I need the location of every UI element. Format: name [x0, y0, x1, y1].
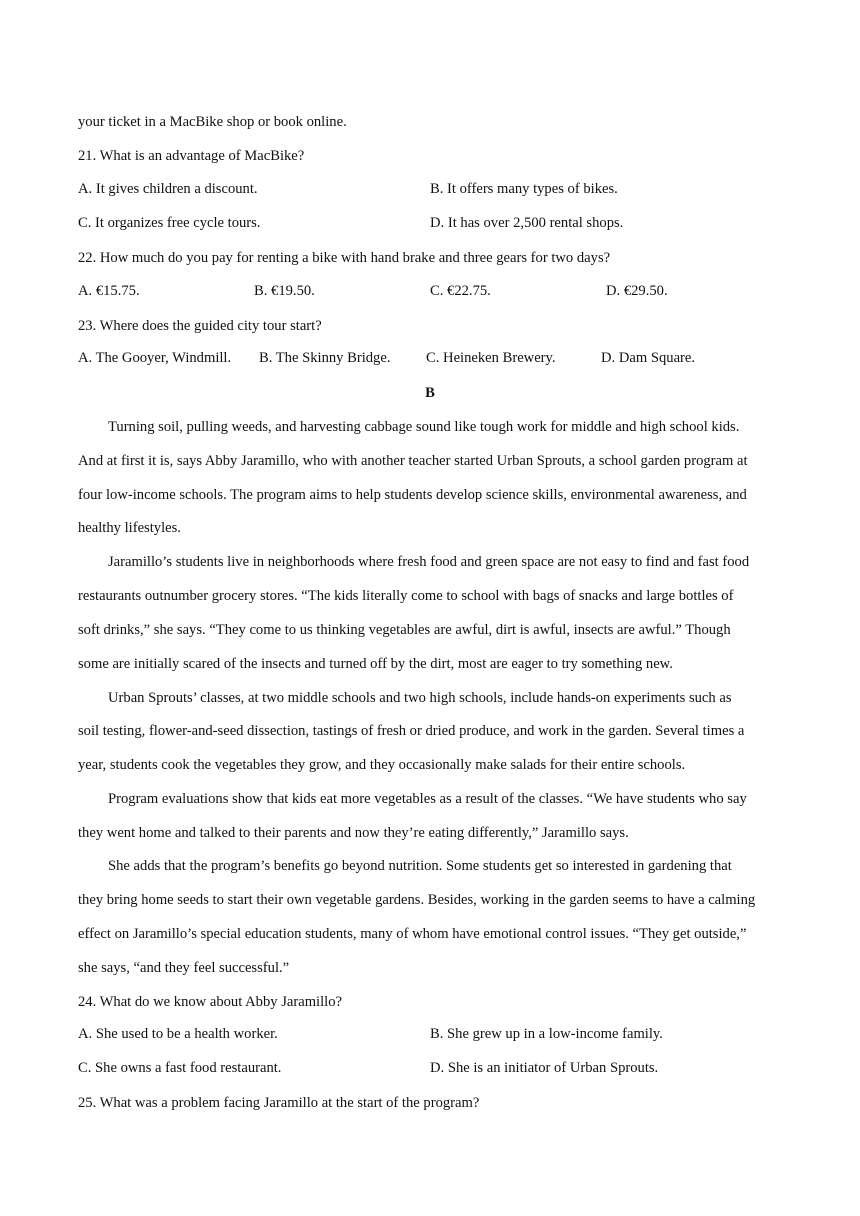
paragraph-line: restaurants outnumber grocery stores. “The kids literally come to school with bags of snacks and large bottles of: [78, 588, 734, 604]
q24-option-c: C. She owns a fast food restaurant.: [78, 1060, 282, 1076]
question-22: 22. How much do you pay for renting a bike with hand brake and three gears for two days?: [78, 250, 611, 266]
paragraph-line: four low-income schools. The program aims to help students develop science skills, environmental awareness, and: [78, 487, 747, 503]
paragraph-line: they bring home seeds to start their own vegetable gardens. Besides, working in the garden seems to have a calming: [78, 892, 756, 908]
q21-option-c: C. It organizes free cycle tours.: [78, 215, 261, 231]
q22-option-c: C. €22.75.: [430, 283, 491, 299]
paragraph-line: She adds that the program’s benefits go beyond nutrition. Some students get so interested in gardening that: [108, 858, 732, 874]
q22-option-b: B. €19.50.: [254, 283, 315, 299]
paragraph-line: effect on Jaramillo’s special education students, many of whom have emotional control issues. “They get outside,”: [78, 926, 747, 942]
q24-option-a: A. She used to be a health worker.: [78, 1026, 278, 1042]
q22-option-a: A. €15.75.: [78, 283, 140, 299]
paragraph-line: they went home and talked to their parents and now they’re eating differently,” Jaramillo says.: [78, 825, 629, 841]
paragraph-line: Jaramillo’s students live in neighborhoods where fresh food and green space are not easy to find and fast food: [108, 554, 750, 570]
paragraph-line: healthy lifestyles.: [78, 520, 181, 536]
paragraph-line: she says, “and they feel successful.”: [78, 960, 290, 976]
question-24: 24. What do we know about Abby Jaramillo?: [78, 994, 342, 1010]
q24-option-d: D. She is an initiator of Urban Sprouts.: [430, 1060, 659, 1076]
paragraph-line: soft drinks,” she says. “They come to us thinking vegetables are awful, dirt is awful, insects are awful.” Though: [78, 622, 731, 638]
question-25: 25. What was a problem facing Jaramillo at the start of the program?: [78, 1095, 480, 1111]
q24-option-b: B. She grew up in a low-income family.: [430, 1026, 663, 1042]
passage-continuation-line: your ticket in a MacBike shop or book online.: [78, 114, 347, 130]
paragraph-line: And at first it is, says Abby Jaramillo, who with another teacher started Urban Sprouts, a school garden program at: [78, 453, 748, 469]
q21-option-a: A. It gives children a discount.: [78, 181, 258, 197]
paragraph-line: Program evaluations show that kids eat more vegetables as a result of the classes. “We have students who say: [108, 791, 747, 807]
paragraph-line: Urban Sprouts’ classes, at two middle schools and two high schools, include hands-on experiments such as: [108, 690, 732, 706]
paragraph-line: some are initially scared of the insects and turned off by the dirt, most are eager to try something new.: [78, 656, 673, 672]
section-heading: B: [425, 385, 435, 401]
q23-option-a: A. The Gooyer, Windmill.: [78, 350, 232, 366]
question-23: 23. Where does the guided city tour start?: [78, 318, 322, 334]
q22-option-d: D. €29.50.: [606, 283, 668, 299]
q23-option-b: B. The Skinny Bridge.: [259, 350, 391, 366]
paragraph-line: year, students cook the vegetables they grow, and they occasionally make salads for their entire schools.: [78, 757, 686, 773]
paragraph-line: soil testing, flower-and-seed dissection, tastings of fresh or dried produce, and work in the garden. Several times a: [78, 723, 745, 739]
question-21: 21. What is an advantage of MacBike?: [78, 148, 305, 164]
q23-option-c: C. Heineken Brewery.: [426, 350, 556, 366]
q23-option-d: D. Dam Square.: [601, 350, 696, 366]
paragraph-line: Turning soil, pulling weeds, and harvesting cabbage sound like tough work for middle and high school kids.: [108, 419, 740, 435]
q21-option-b: B. It offers many types of bikes.: [430, 181, 618, 197]
q21-option-d: D. It has over 2,500 rental shops.: [430, 215, 624, 231]
